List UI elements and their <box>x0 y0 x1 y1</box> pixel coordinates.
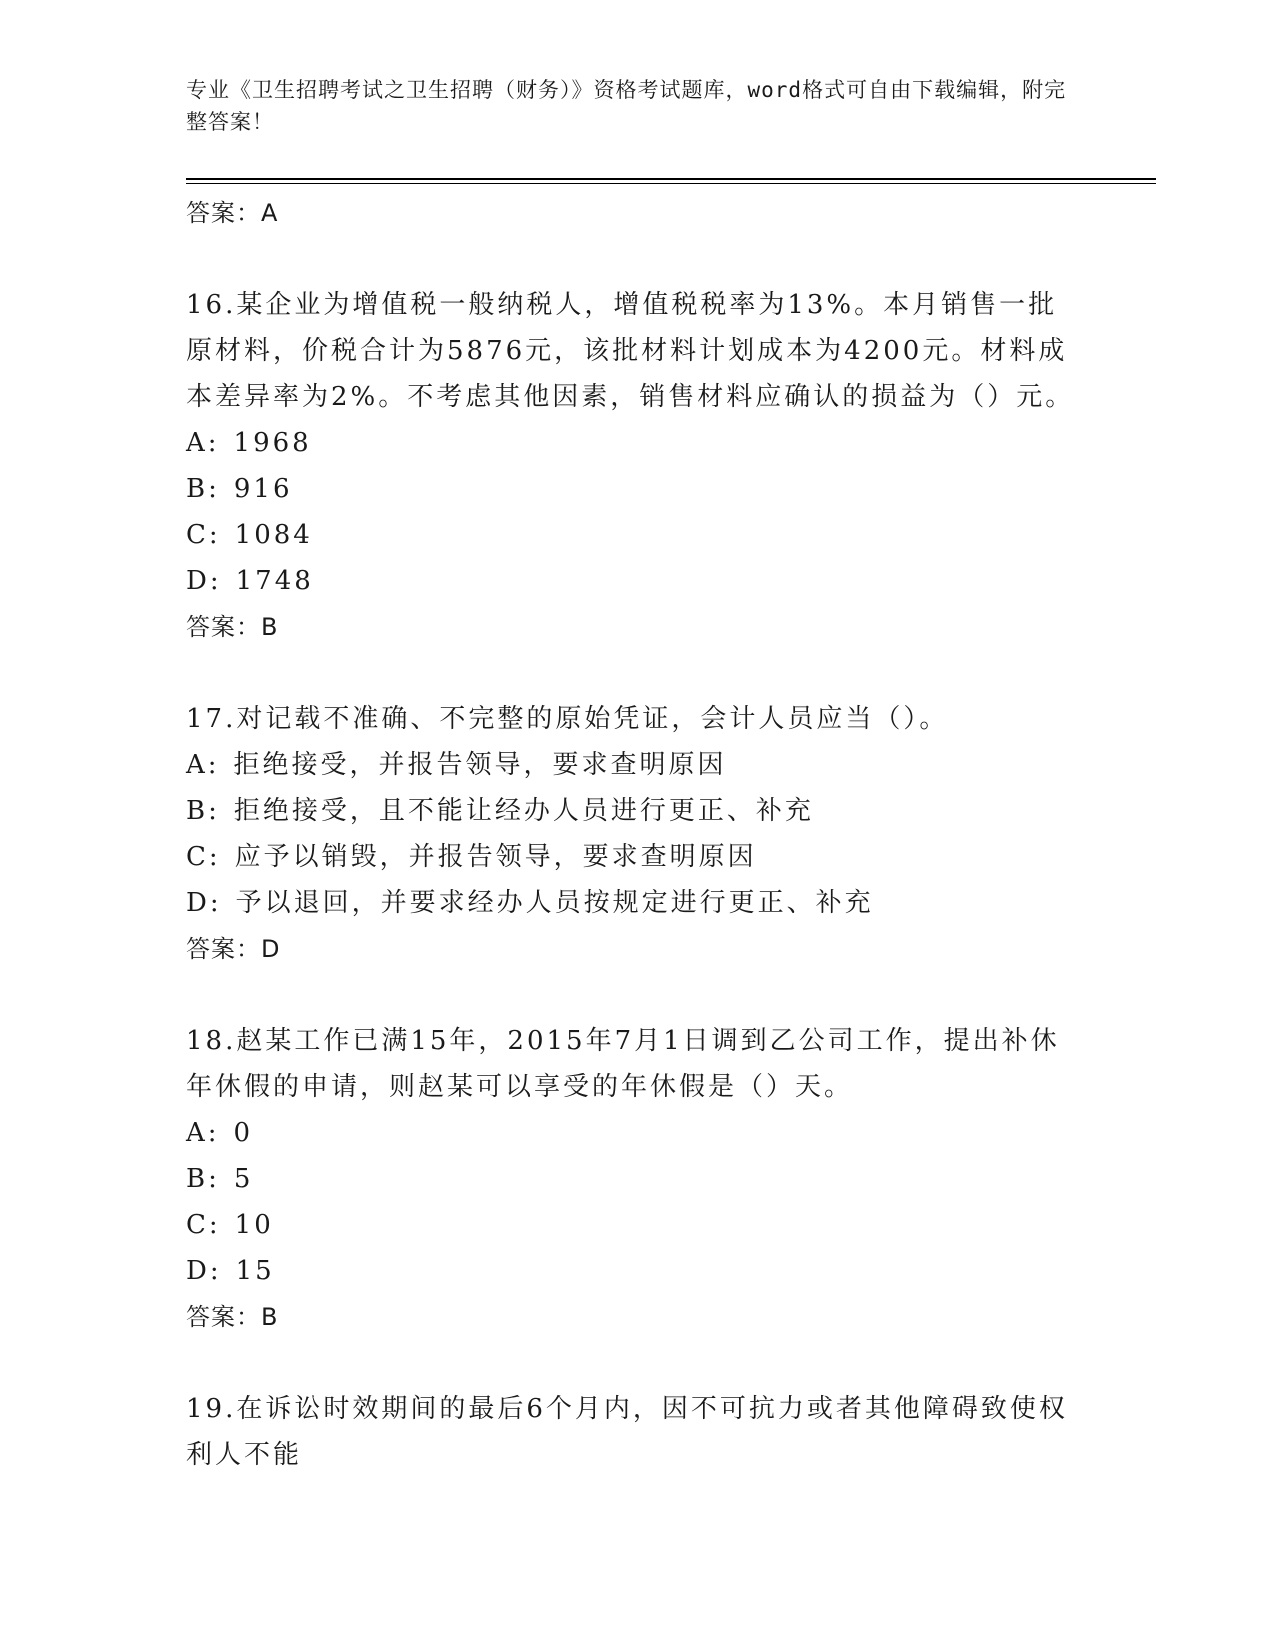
option-c <box>186 1202 1086 1248</box>
header-divider <box>186 178 1156 180</box>
answer-line: 答案：B <box>186 613 279 641</box>
answer-line: 答案：B <box>186 1303 279 1331</box>
option-d <box>186 880 1086 926</box>
option-key: A : <box>186 750 220 780</box>
option-text: 10 <box>234 1210 274 1240</box>
question-16 <box>186 282 1086 650</box>
option-key: C : <box>186 842 221 872</box>
document-header: 专业《卫生招聘考试之卫生招聘（财务）》资格考试题库，word格式可自由下载编辑，附完整答案！ <box>186 78 1067 134</box>
option-c <box>186 834 1086 880</box>
option-b <box>186 788 1086 834</box>
option-text: 予以退回，并要求经办人员按规定进行更正、补充 <box>235 888 874 918</box>
answer-line: 答案：D <box>186 935 281 963</box>
option-b <box>186 466 1086 512</box>
question-stem: 18.赵某工作已满15年，2015年7月1日调到乙公司工作，提出补休年休假的申请，则赵某可以享受的年休假是（）天。 <box>186 1026 1060 1102</box>
option-key: C : <box>186 520 221 550</box>
option-text: 应予以销毁，并报告领导，要求查明原因 <box>234 842 757 872</box>
option-text: 5 <box>233 1164 254 1194</box>
option-key: D : <box>186 1256 222 1286</box>
option-key: B : <box>186 474 220 504</box>
question-17 <box>186 696 1086 972</box>
option-key: D : <box>186 888 222 918</box>
option-key: D : <box>186 566 222 596</box>
option-d <box>186 1248 1086 1294</box>
option-key: B : <box>186 796 220 826</box>
option-text: 拒绝接受，并报告领导，要求查明原因 <box>233 750 727 780</box>
question-18 <box>186 1018 1086 1340</box>
question-stem: 17.对记载不准确、不完整的原始凭证，会计人员应当（）。 <box>186 704 949 734</box>
option-text: 0 <box>233 1118 254 1148</box>
option-b <box>186 1156 1086 1202</box>
answer-line: 答案：A <box>186 199 279 227</box>
option-key: B : <box>186 1164 220 1194</box>
question-list <box>186 190 1086 1478</box>
option-a <box>186 1110 1086 1156</box>
option-text: 1748 <box>235 566 314 596</box>
question-stem: 16.某企业为增值税一般纳税人，增值税税率为13%。本月销售一批原材料，价税合计为5876元，该批材料计划成本为4200元。材料成本差异率为2%。不考虑其他因素，销售材料应确认的损益为（）元。 <box>186 290 1075 412</box>
option-key: A : <box>186 428 220 458</box>
option-text: 916 <box>233 474 293 504</box>
header-divider-thin <box>186 183 1156 184</box>
question-stem: 19.在诉讼时效期间的最后6个月内，因不可抗力或者其他障碍致使权利人不能 <box>186 1394 1068 1470</box>
option-d <box>186 558 1086 604</box>
option-key: A : <box>186 1118 220 1148</box>
option-a <box>186 420 1086 466</box>
option-a <box>186 742 1086 788</box>
option-text: 1968 <box>233 428 312 458</box>
option-text: 15 <box>235 1256 275 1286</box>
option-text: 1084 <box>234 520 313 550</box>
option-key: C : <box>186 1210 221 1240</box>
option-c <box>186 512 1086 558</box>
document-page <box>186 0 1156 1650</box>
question-19 <box>186 1386 1086 1478</box>
option-text: 拒绝接受，且不能让经办人员进行更正、补充 <box>233 796 814 826</box>
